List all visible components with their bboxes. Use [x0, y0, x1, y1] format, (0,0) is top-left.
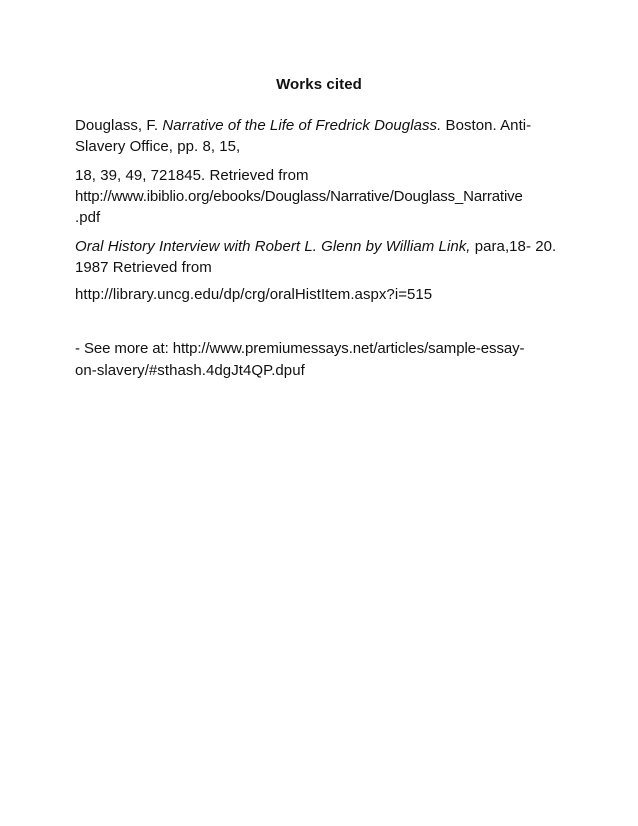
citation-paragraphs: para,18- 20. — [470, 238, 557, 255]
citation-author: Douglass, F. — [75, 117, 163, 134]
citation-douglass-line-3: 18, 39, 49, 721845. Retrieved from — [75, 167, 309, 184]
citation-glenn-url: http://library.uncg.edu/dp/crg/oralHistItem.aspx?i=515 — [75, 286, 433, 303]
citation-douglass-url-end: .pdf — [75, 209, 101, 226]
citation-douglass-line-1 — [75, 117, 531, 134]
citation-work-title: Oral History Interview with Robert L. Glenn by William Link, — [75, 238, 471, 255]
footer-source-line-2: on-slavery/#sthash.4dgJt4QP.dpuf — [75, 362, 305, 379]
page-title: Works cited — [276, 76, 362, 93]
citation-glenn-line-1 — [75, 238, 556, 255]
citation-glenn-line-2: 1987 Retrieved from — [75, 259, 212, 276]
citation-douglass-url: http://www.ibiblio.org/ebooks/Douglass/Narrative/Douglass_Narrative — [75, 188, 523, 205]
citation-douglass-line-2: Slavery Office, pp. 8, 15, — [75, 138, 241, 155]
citation-work-title: Narrative of the Life of Fredrick Douglass. — [162, 117, 442, 134]
footer-source-line-1: - See more at: http://www.premiumessays.net/articles/sample-essay- — [75, 340, 525, 357]
citation-publisher: Boston. Anti- — [441, 117, 532, 134]
